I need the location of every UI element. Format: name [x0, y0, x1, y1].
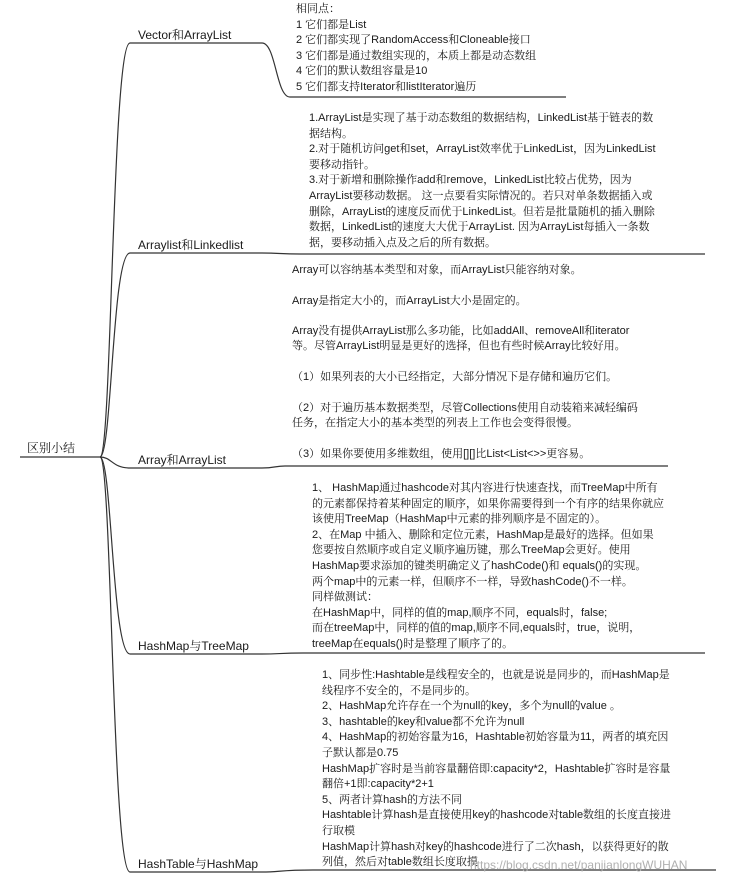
text-line: 2、HashMap允许存在一个为null的key，多个为null的value 。: [322, 700, 621, 713]
text-line: （3）如果你要使用多维数组，使用[][]比List<List<>>更容易。: [292, 447, 591, 460]
text-line: 5、两者计算hash的方法不同: [322, 793, 462, 806]
branch-vector-arraylist[interactable]: Vector和ArrayList: [138, 28, 232, 42]
text-line: [292, 385, 638, 400]
connector-linkedlist: [100, 253, 130, 457]
leaf-connector-treemap: [262, 653, 303, 654]
text-line: 在HashMap中，同样的值的map,顺序不同，equals时，false;: [312, 606, 608, 619]
leaf-text-vector-arraylist[interactable]: [296, 2, 536, 96]
text-line: 相同点：: [296, 3, 340, 15]
text-line: 子默认都是0.75: [322, 746, 399, 759]
text-line: 线程序不安全的，不是同步的。: [322, 684, 476, 697]
text-line: [292, 431, 638, 446]
watermark-text: https://blog.csdn.net/panjianlongWUHAN: [470, 858, 688, 872]
leaf-text-arraylist-linkedlist[interactable]: [309, 111, 656, 251]
text-line: 2.对于随机访问get和set，ArrayList效率优于LinkedList，因为LinkedList: [309, 143, 656, 156]
text-line: 两个map中的元素一样，但顺序不一样，导致hashCode()不一样。: [312, 575, 633, 588]
text-line: 任务，在指定大小的基本类型的列表上工作也会变得很慢。: [292, 416, 578, 429]
text-line: 2、在Map 中插入、删除和定位元素，HashMap是最好的选择。但如果: [312, 528, 654, 541]
branch-hashtable-hashmap[interactable]: HashTable与HashMap: [138, 857, 259, 871]
text-line: 要移动指针。: [309, 158, 375, 171]
text-line: 1.ArrayList是实现了基于动态数组的数据结构，LinkedList基于链表的数: [309, 112, 654, 124]
text-line: 等。尽管ArrayList明显是更好的选择，但也有些时候Array比较好用。: [292, 340, 626, 353]
text-line: 您要按自然顺序或自定义顺序遍历键，那么TreeMap会更好。使用: [312, 544, 631, 557]
text-line: Array是指定大小的，而ArrayList大小是固定的。: [292, 294, 527, 307]
text-line: Hashtable计算hash是直接使用key的hashcode对table数组的长度直接进: [322, 809, 672, 822]
text-line: 2 它们都实现了RandomAccess和Cloneable接口: [296, 34, 531, 47]
leaf-connector-vector: [262, 43, 290, 97]
leaf-connector-linkedlist: [262, 253, 300, 254]
text-line: Array没有提供ArrayList那么多功能，比如addAll、removeAll和iterator: [292, 325, 630, 338]
text-line: 1、 HashMap通过hashcode对其内容进行快速查找，而TreeMap中所有: [312, 482, 658, 494]
text-line: [292, 278, 638, 293]
text-line: HashMap扩容时是当前容量翻倍即:capacity*2，Hashtable扩容时是容量: [322, 762, 671, 775]
text-line: 1、同步性:Hashtable是线程安全的，也就是说是同步的，而HashMap是: [322, 669, 670, 681]
connector-vector: [100, 43, 130, 457]
text-line: [292, 309, 638, 324]
text-line: 翻倍+1即:capacity*2+1: [322, 778, 434, 791]
leaf-text-array-arraylist[interactable]: [292, 263, 638, 462]
text-line: （1）如果列表的大小已经指定，大部分情况下是存储和遍历它们。: [292, 371, 618, 384]
branch-array-arraylist[interactable]: Array和ArrayList: [138, 453, 227, 467]
text-line: 而在treeMap中，同样的值的map,顺序不同,equals时，true，说明，: [312, 622, 641, 635]
text-line: 同样做测试：: [312, 591, 378, 604]
text-line: 5 它们都支持Iterator和listIterator遍历: [296, 80, 477, 93]
root-node-label[interactable]: 区别小结: [27, 441, 76, 455]
text-line: 据，要移动插入点及之后的所有数据。: [309, 236, 496, 249]
leaf-connector-hashtable: [262, 870, 313, 872]
text-line: 4 它们的默认数组容量是10: [296, 65, 428, 78]
text-line: [292, 355, 638, 370]
text-line: 行取模: [322, 824, 355, 837]
text-line: 3、hashtable的key和value都不允许为null: [322, 715, 525, 728]
text-line: 3 它们都是通过数组实现的，本质上都是动态数组: [296, 49, 537, 62]
text-line: Array可以容纳基本类型和对象，而ArrayList只能容纳对象。: [292, 264, 582, 276]
leaf-text-hashtable-hashmap[interactable]: [322, 668, 671, 871]
text-line: 4、HashMap的初始容量为16，Hashtable初始容量为11，两者的填充因: [322, 731, 669, 744]
text-line: HashMap计算hash对key的hashcode进行了二次hash，以获得更好的散: [322, 840, 669, 853]
text-line: 据结构。: [309, 127, 353, 140]
text-line: 列值，然后对table数组长度取摸: [322, 856, 478, 869]
text-line: treeMap在equals()时是整理了顺序了的。: [312, 637, 514, 650]
text-line: 数据，LinkedList的速度大大优于ArrayList. 因为ArrayList每插入一条数: [309, 221, 650, 234]
branch-hashmap-treemap[interactable]: HashMap与TreeMap: [138, 639, 249, 653]
text-line: （2）对于遍历基本数据类型，尽管Collections使用自动装箱来减轻编码: [292, 401, 638, 414]
text-line: 1 它们都是List: [296, 18, 367, 31]
leaf-text-hashmap-treemap[interactable]: [312, 481, 664, 653]
text-line: 删除，ArrayList的速度反而优于LinkedList。但若是批量随机的插入删除: [309, 205, 655, 218]
leaf-connector-array: [262, 466, 285, 468]
connector-hashtable: [100, 457, 130, 872]
text-line: 该使用TreeMap（HashMap中元素的排列顺序是不固定的）。: [312, 513, 607, 526]
branch-arraylist-linkedlist[interactable]: Arraylist和Linkedlist: [138, 238, 244, 252]
text-line: 3.对于新增和删除操作add和remove，LinkedList比较占优势，因为: [309, 174, 632, 187]
text-line: ArrayList要移动数据。 这一点要看实际情况的。若只对单条数据插入或: [309, 189, 653, 202]
text-line: HashMap要求添加的键类明确定义了hashCode()和 equals()的实现。: [312, 559, 647, 572]
text-line: 的元素都保持着某种固定的顺序，如果你需要得到一个有序的结果你就应: [312, 497, 664, 510]
